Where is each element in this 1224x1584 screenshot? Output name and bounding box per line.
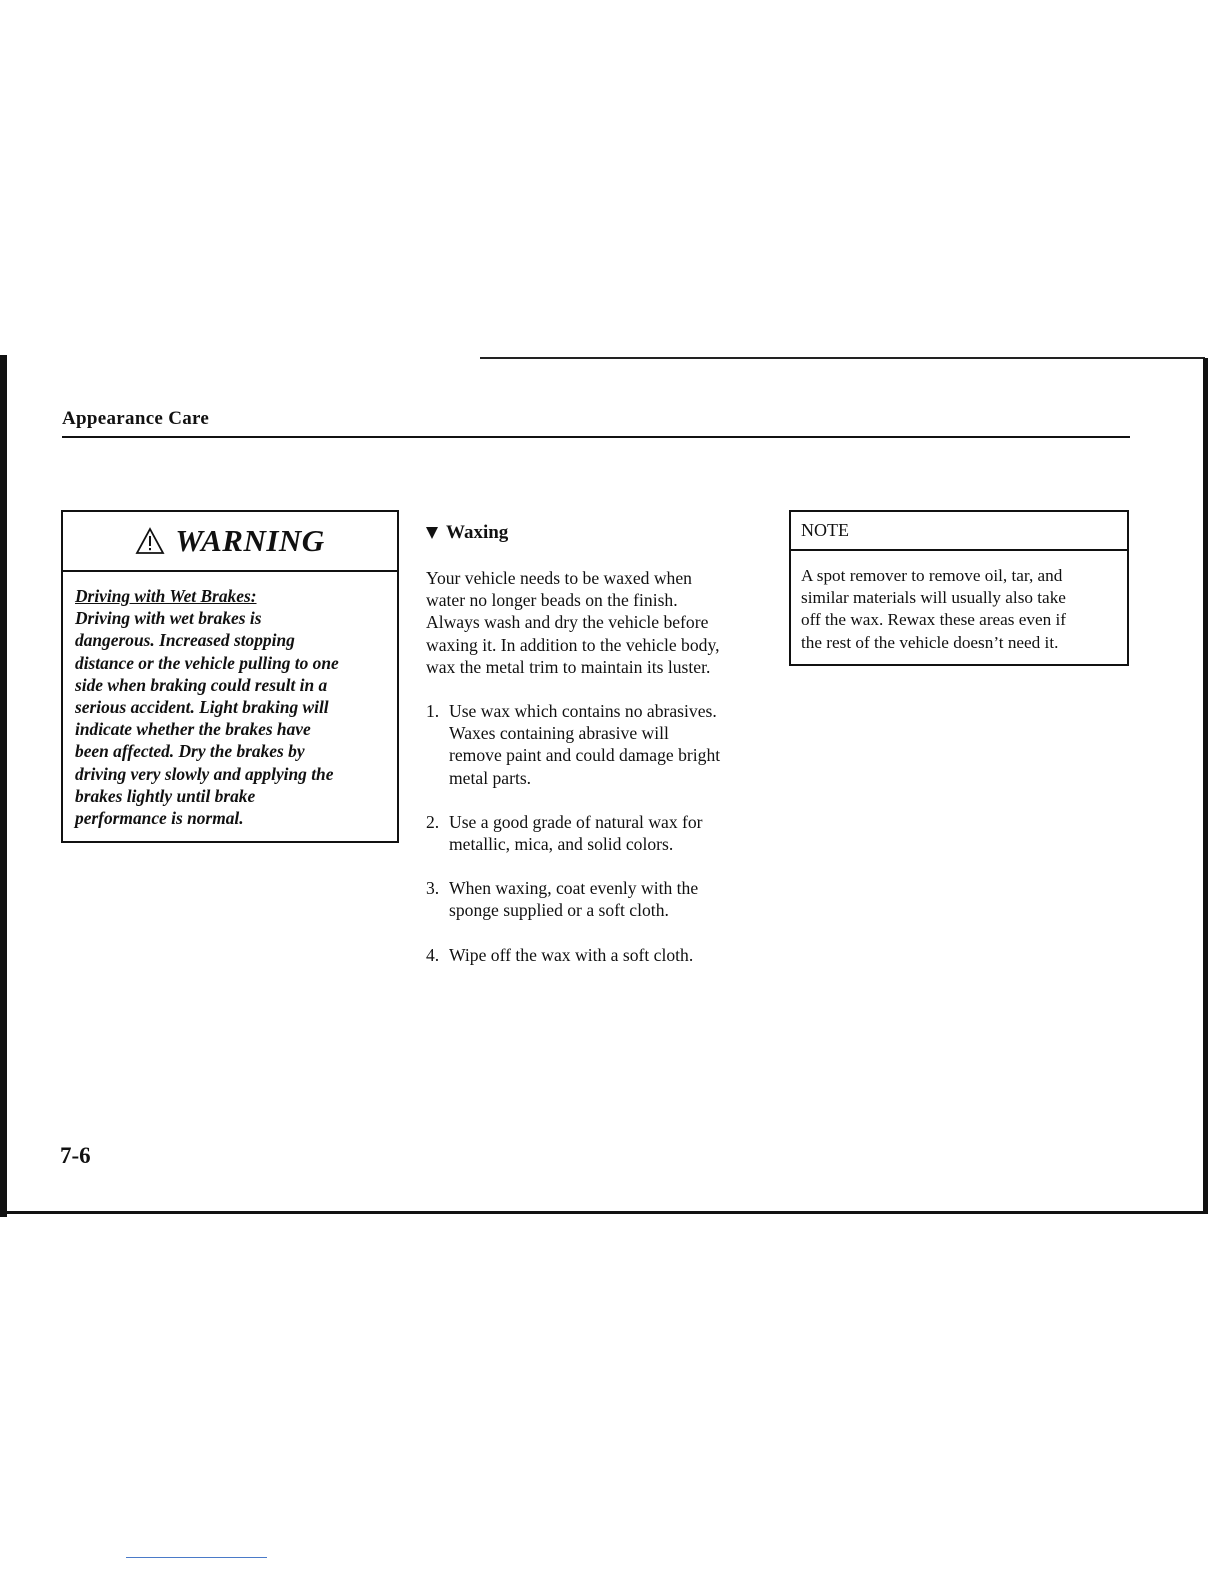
- list-item: [426, 877, 771, 921]
- waxing-section: [426, 520, 771, 966]
- warning-subtitle: Driving with Wet Brakes:: [75, 586, 257, 606]
- step-line: Wipe off the wax with a soft cloth.: [449, 944, 694, 965]
- warning-line: side when braking could result in a: [75, 674, 328, 695]
- page-frame-right: [1203, 358, 1208, 1214]
- waxing-heading-text: Waxing: [446, 521, 509, 543]
- triangle-down-icon: [426, 527, 438, 539]
- intro-line: Always wash and dry the vehicle before: [426, 612, 709, 633]
- intro-line: wax the metal trim to maintain its luster.: [426, 656, 711, 677]
- waxing-heading: [426, 520, 771, 546]
- step-line: remove paint and could damage bright: [449, 745, 721, 766]
- step-line: Waxes containing abrasive will: [449, 723, 669, 744]
- warning-line: performance is normal.: [75, 808, 244, 829]
- intro-line: Your vehicle needs to be waxed when: [426, 568, 692, 588]
- page-frame-left: [0, 355, 7, 1217]
- step-number: 3.: [426, 878, 440, 899]
- note-line: A spot remover to remove oil, tar, and: [801, 566, 1063, 585]
- step-number: 4.: [426, 944, 440, 965]
- intro-line: water no longer beads on the finish.: [426, 590, 678, 611]
- warning-line: serious accident. Light braking will: [75, 697, 329, 718]
- list-item: [426, 944, 771, 966]
- footer-line: [126, 1557, 267, 1558]
- warning-box: [61, 510, 399, 843]
- step-line: metal parts.: [449, 767, 532, 788]
- warning-line: dangerous. Increased stopping: [75, 630, 295, 651]
- warning-body: [63, 572, 397, 829]
- section-title: Appearance Care: [62, 408, 210, 429]
- warning-triangle-icon: [135, 527, 165, 555]
- warning-line: driving very slowly and applying the: [75, 763, 334, 784]
- warning-line: indicate whether the brakes have: [75, 719, 311, 740]
- step-line: Use wax which contains no abrasives.: [449, 701, 717, 722]
- waxing-steps: [426, 700, 771, 966]
- warning-title: WARNING: [175, 523, 325, 558]
- note-body: [791, 551, 1127, 654]
- step-number: 2.: [426, 811, 440, 832]
- note-header: NOTE: [791, 512, 1127, 551]
- list-item: [426, 811, 771, 855]
- warning-line: distance or the vehicle pulling to one: [75, 652, 339, 673]
- step-line: metallic, mica, and solid colors.: [449, 834, 674, 855]
- step-line: sponge supplied or a soft cloth.: [449, 900, 669, 921]
- warning-line: brakes lightly until brake: [75, 785, 256, 806]
- page-frame-top: [480, 357, 1205, 359]
- warning-header: [63, 512, 397, 572]
- note-box: [789, 510, 1129, 666]
- header-rule: [62, 436, 1130, 438]
- step-line: Use a good grade of natural wax for: [449, 811, 703, 832]
- list-item: [426, 700, 771, 789]
- page-number: 7-6: [60, 1143, 91, 1168]
- note-line: similar materials will usually also take: [801, 588, 1066, 608]
- warning-line: been affected. Dry the brakes by: [75, 741, 305, 762]
- warning-line: Driving with wet brakes is: [75, 608, 262, 629]
- note-line: the rest of the vehicle doesn’t need it.: [801, 632, 1059, 652]
- step-line: When waxing, coat evenly with the: [449, 878, 699, 899]
- intro-line: waxing it. In addition to the vehicle body,: [426, 634, 720, 655]
- step-number: 1.: [426, 701, 440, 722]
- note-line: off the wax. Rewax these areas even if: [801, 610, 1067, 630]
- waxing-intro: [426, 567, 771, 678]
- page-frame-bottom: [0, 1211, 1208, 1214]
